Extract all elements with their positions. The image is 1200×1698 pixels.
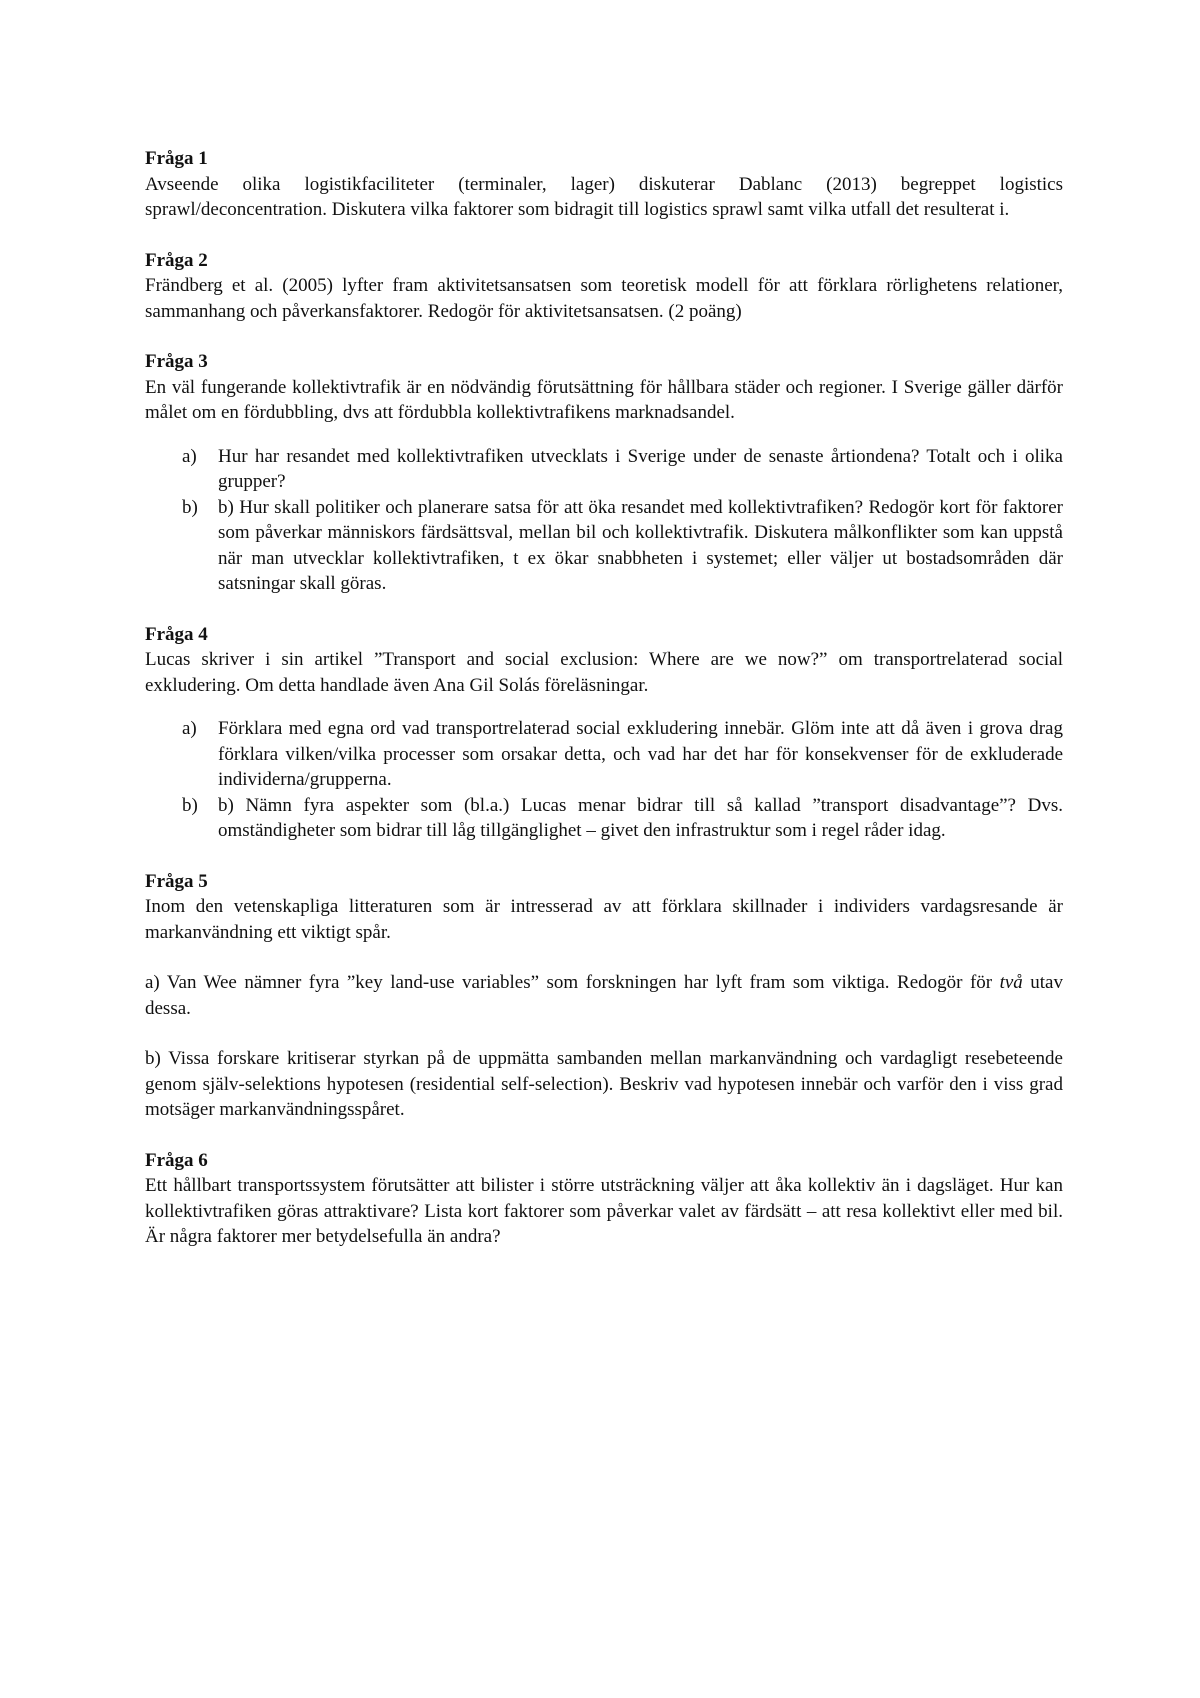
question-5-heading: Fråga 5 — [145, 870, 208, 892]
question-1-heading: Fråga 1 — [145, 148, 208, 169]
list-item-text: b) Hur skall politiker och planerare satsa för att öka resandet med kollektivtrafiken? Redogör kort för faktorer som påverkar människors färdsättsval, mellan bil och kollektivtrafik. Diskutera målkonflikter som kan uppstå när man utvecklar kollektivtrafiken, t ex ökar snabbheten i systemet; eller väljer ut bostadsområden där satsningar skall göras. — [218, 496, 1063, 594]
question-3-list — [145, 444, 1063, 597]
question-1-text: Avseende olika logistikfaciliteter (terminaler, lager) diskuterar Dablanc (2013) begreppet logistics sprawl/deconcentration. Diskutera vilka faktorer som bidragit till logistics sprawl samt vilka utfall det resulterat i. — [145, 173, 1063, 220]
question-5-section — [145, 869, 1063, 1123]
question-5-part-a — [145, 970, 1063, 1021]
question-5-part-a-after: utav dessa. — [145, 972, 1063, 1019]
list-item — [145, 444, 1063, 495]
question-5-text: Inom den vetenskapliga litteraturen som är intresserad av att förklara skillnader i individers vardagsresande är markanvändning ett viktigt spår. — [145, 896, 1063, 943]
question-5-part-a-before: a) Van Wee nämner fyra ”key land-use variables” som forskningen har lyft fram som viktiga. Redogör för — [145, 972, 1000, 993]
question-4-text: Lucas skriver i sin artikel ”Transport and social exclusion: Where are we now?” om transportrelaterad social exkludering. Om detta handlade även Ana Gil Solás föreläsningar. — [145, 649, 1063, 696]
question-2-heading: Fråga 2 — [145, 249, 208, 271]
question-4-heading: Fråga 4 — [145, 623, 208, 645]
list-item — [145, 495, 1063, 597]
list-marker: b) — [182, 794, 198, 816]
question-2-section — [145, 248, 1063, 325]
question-4-section — [145, 622, 1063, 844]
question-4-list — [145, 716, 1063, 844]
question-6-section — [145, 1148, 1063, 1250]
list-item-text: Hur har resandet med kollektivtrafiken utvecklats i Sverige under de senaste årtiondena? Totalt och i olika grupper? — [218, 445, 1063, 492]
question-1-section — [145, 146, 1063, 223]
list-marker: a) — [182, 445, 197, 467]
question-6-heading: Fråga 6 — [145, 1149, 208, 1171]
list-item — [145, 716, 1063, 793]
question-3-section — [145, 349, 1063, 597]
list-marker: b) — [182, 496, 198, 518]
question-3-text: En väl fungerande kollektivtrafik är en nödvändig förutsättning för hållbara städer och regioner. I Sverige gäller därför målet om en fördubbling, dvs att fördubbla kollektivtrafikens marknadsandel. — [145, 376, 1063, 423]
list-marker: a) — [182, 718, 197, 739]
question-5-part-a-emphasis: två — [999, 972, 1023, 993]
question-5-part-b: b) Vissa forskare kritiserar styrkan på de uppmätta sambanden mellan markanvändning och vardagligt resebeteende genom själv-selektions hypotesen (residential self-selection). Beskriv vad hypotesen innebär och varför den i viss grad motsäger markanvändningsspåret. — [145, 1048, 1063, 1120]
question-6-text: Ett hållbart transportssystem förutsätter att bilister i större utsträckning väljer att åka kollektiv än i dagsläget. Hur kan kollektivtrafiken göras attraktivare? Lista kort faktorer som påverkar valet av färdsätt – att resa kollektivt eller med bil. Är några faktorer mer betydelsefulla än andra? — [145, 1175, 1063, 1247]
question-3-heading: Fråga 3 — [145, 351, 208, 372]
question-2-text: Frändberg et al. (2005) lyfter fram aktivitetsansatsen som teoretisk modell för att förklara rörlighetens relationer, sammanhang och påverkansfaktorer. Redogör för aktivitetsansatsen. (2 poäng) — [145, 275, 1063, 322]
list-item-text: Förklara med egna ord vad transportrelaterad social exkludering innebär. Glöm inte att då även i grova drag förklara vilken/vilka processer som orsakar detta, och vad har det har för konsekvenser för de exkluderade individerna/grupperna. — [218, 718, 1063, 790]
list-item — [145, 793, 1063, 844]
list-item-text: b) Nämn fyra aspekter som (bl.a.) Lucas menar bidrar till så kallad ”transport disadvantage”? Dvs. omständigheter som bidrar till låg tillgänglighet – givet den infrastruktur som i regel råder idag. — [218, 794, 1063, 841]
document-page — [145, 146, 1063, 1250]
